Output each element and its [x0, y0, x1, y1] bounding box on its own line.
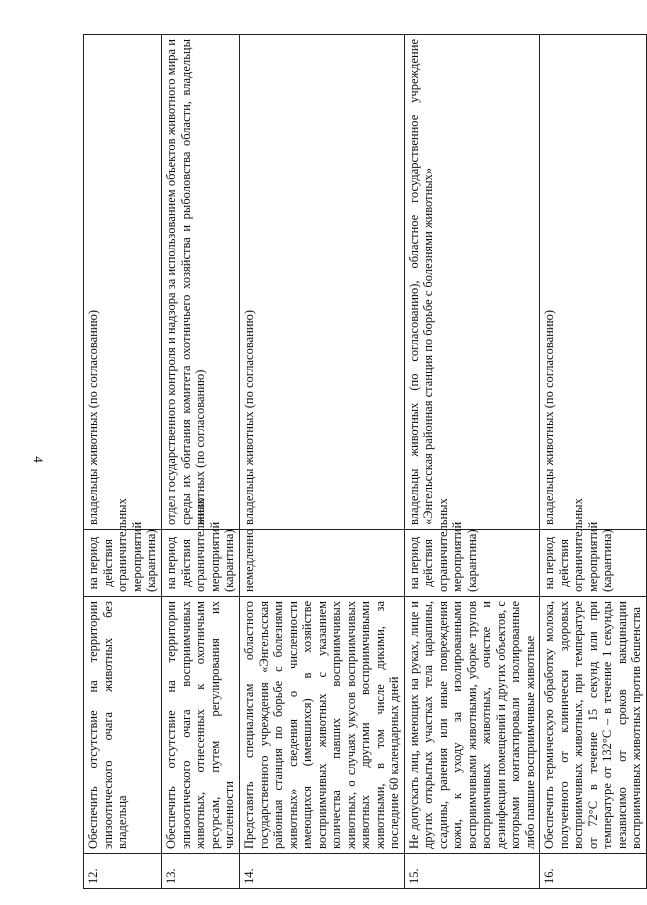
table-row	[404, 35, 540, 889]
measure-cell: Обеспечить отсутствие на территории эпизоотического очага восприимчивых животных, отнесенных к охотничьим ресурсам, путем регулирования их численности	[162, 597, 240, 854]
measures-table	[83, 34, 647, 889]
table-row	[84, 35, 162, 889]
measure-cell: Обеспечить термическую обработку молока, полученного от клинически здоровых восприимчивых животных, при температуре от 72°С в течение 15 секунд или при температуре от 132°С – в течение 1 секунды независимо от сроков вакцинации восприимчивых животных против бешенства	[540, 597, 647, 854]
responsible-cell: владельцы животных (по согласованию)	[84, 35, 162, 530]
responsible-cell: владельцы животных (по согласованию)	[240, 35, 405, 530]
responsible-cell: отдел государственного контроля и надзора за использованием объектов животного мира и среды их обитания комитета охотничьего хозяйства и рыболовства области, владельцы животных (по согласованию)	[162, 35, 240, 530]
responsible-cell: владельцы животных (по согласованию)	[540, 35, 647, 530]
measure-cell: Представить специалистам областного государственного учреждения «Энгельсская районная станция по борьбе с болезнями животных» сведения о численности имеющихся (имевшихся) в хозяйстве восприимчивых животных с указанием количества павших восприимчивых животных, о случаях укусов восприимчивых животных другими восприимчивыми животными, в том числе дикими, за последние 60 календарных дней	[240, 597, 405, 854]
page-number: 4	[30, 456, 46, 463]
table-row	[240, 35, 405, 889]
term-cell: на период действия ограничительных мероприятий (карантина)	[162, 530, 240, 597]
row-number: 14.	[240, 854, 405, 889]
row-number: 16.	[540, 854, 647, 889]
term-cell: на период действия ограничительных мероприятий (карантина)	[540, 530, 647, 597]
term-cell: на период действия ограничительных мероприятий (карантина)	[404, 530, 540, 597]
table-row	[162, 35, 240, 889]
responsible-cell: владельцы животных (по согласованию), областное государственное учреждение «Энгельсская районная станция по борьбе с болезнями животных»	[404, 35, 540, 530]
term-cell: на период действия ограничительных мероприятий (карантина)	[84, 530, 162, 597]
row-number: 12.	[84, 854, 162, 889]
row-number: 15.	[404, 854, 540, 889]
measure-cell: Обеспечить отсутствие на территории эпизоотического очага животных без владельца	[84, 597, 162, 854]
term-cell: немедленно	[240, 530, 405, 597]
measure-cell: Не допускать лиц, имеющих на руках, лице и других открытых участках тела царапины, ссадины, ранения или иные повреждения кожи, к уходу за изолированными восприимчивыми животными, уборке трупов восприимчивых животных, очистке и дезинфекции помещений и других объектов, с которыми контактировали изолированные либо павшие восприимчивые животные	[404, 597, 540, 854]
row-number: 13.	[162, 854, 240, 889]
table-row	[540, 35, 647, 889]
